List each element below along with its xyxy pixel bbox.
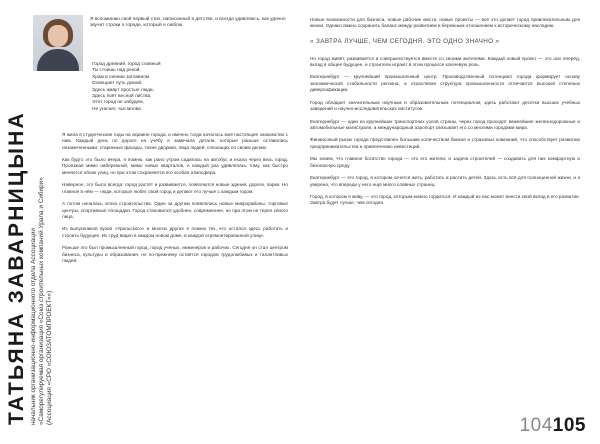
author-title-line-1: начальник организационно-информационного отдела Ассоциации xyxy=(30,228,37,425)
paragraph: А потом началась эпоха строительства. Один за другим появлялись новые микрорайоны, торговые центры, спортивные площадки. Город становился удобнее, современнее, но при этом не терял своего лица. xyxy=(62,201,288,219)
poem-line: Здесь живут простые люди, xyxy=(92,87,154,93)
right-column xyxy=(310,17,580,213)
photo-body-shape xyxy=(37,49,79,71)
author-title-line-3: (Ассоциация «СРО «СОЮЗАТОМПРОЕКТ»») xyxy=(46,290,53,425)
pull-quote: « ЗАВТРА ЛУЧШЕ, ЧЕМ СЕГОДНЯ. ЭТО ОДНО ЗНАЧНО » xyxy=(310,37,500,45)
intro-text: Я вспоминаю свой первый стих, написанный в детстве, и всегда удивляюсь, как удачно звучат строки о городе, который я люблю. xyxy=(90,17,286,29)
paragraph: Как будто это было вчера, я помню, как рано утром садилась на автобус и ехала через весь город. Проезжая мимо набережной, мимо новых кварталов, я каждый раз удивлялась тому, как быстро меняется облик улиц, но при этом сохраняется его особая атмосфера. xyxy=(62,157,288,175)
poem-line: Храм в сиянии заглавном xyxy=(92,74,150,80)
paragraph: Но город живёт, развивается и совершенствуется вместе со своими жителями. Каждый новый проект — это шаг вперёд, вклад в общее будущее, и строители играют в этом процессе ключевую роль. xyxy=(310,55,580,67)
paragraph: Екатеринбург — один из крупнейших транспортных узлов страны, через город проходят важнейшие железнодорожные и автомобильные магистрали, а международный аэропорт связывает его со многими городами мира. xyxy=(310,118,580,130)
photo-face-shape xyxy=(48,25,68,47)
poem-line: Освещает путь домой. xyxy=(92,81,143,87)
poem-line: Ты стоишь над рекой, xyxy=(92,68,141,74)
page-numbers xyxy=(520,416,586,436)
paragraph: Мы знаем, что главное богатство города — это его жители, и задача строителей — создавать для них комфортную и безопасную среду. xyxy=(310,156,580,168)
poem-line: Этот город не забудем, xyxy=(92,100,144,106)
paragraph: Из выпускников вузов «Уральского» и многих других я помню тех, кто остался здесь работать и строить будущее. Их труд виден в каждом новом доме, в каждой отремонтированной улице. xyxy=(62,226,288,238)
author-photo xyxy=(33,15,83,71)
paragraph: Наверное, это было всегда: город растёт и развивается, появляются новые здания, дороги, парки. Но главное в нём — люди, которые любят свой город и делают его лучше с каждым годом. xyxy=(62,182,288,194)
paragraph: Город, в котором я живу, — это город, которым можно гордиться. И каждый из нас может внести свой вклад в его развитие. Завтра будет лучше, чем сегодня. xyxy=(310,194,580,206)
poem xyxy=(92,62,242,113)
author-title-line-2: «Саморегулируемая организация «Союз строительных компаний Урала и Сибири» xyxy=(38,177,45,425)
author-name: ТАТЬЯНА ЗАВАРНИЦЫНА xyxy=(5,111,28,425)
paragraph: Финансовый рынок города представлен большим количеством банков и страховых компаний, что способствует развитию предпринимательства и привлечению инвестиций. xyxy=(310,137,580,149)
page-number-left: 104 xyxy=(519,415,553,436)
poem-line: Здесь поёт весной листва, xyxy=(92,94,152,100)
paragraph: Я жила в студенческие годы на окраине города, и именно тогда началось моё настоящее знакомство с ним. Каждый день по дороге на учёбу я замечала детали, которые раньше оставались незамеченными: старинные фасады, тихие дворики, лица людей, спешащих по своим делам. xyxy=(62,132,288,150)
page-number-right: 105 xyxy=(552,415,586,436)
left-column xyxy=(62,132,288,271)
paragraph: Новые возможности для бизнеса, новые рабочие места, новые проекты — всё это делает город привлекательным для жизни. Однако важно сохранить баланс между развитием и бережным отношением к историческому наследию. xyxy=(310,17,580,29)
paragraph: Город обладает значительным научным и образовательным потенциалом, здесь работают десятки высших учебных заведений и научно-исследовательских институтов. xyxy=(310,99,580,111)
poem-line: Город древний, город славный xyxy=(92,62,161,67)
paragraph: Екатеринбург — это город, в котором хочется жить, работать и растить детей. Здесь есть всё для полноценной жизни, и я уверена, что впереди у него ещё много славных страниц. xyxy=(310,175,580,187)
paragraph: Раньше это был промышленный город, город учёных, инженеров и рабочих. Сегодня он стал центром бизнеса, культуры и образования, но по-прежнему остаётся городом трудолюбивых и талантливых людей. xyxy=(62,245,288,263)
poem-line: Не угаснет, чья молва xyxy=(92,106,141,112)
author-name-vertical xyxy=(6,95,28,425)
paragraph: Екатеринбург — крупнейший промышленный центр. Производственный потенциал города формирует основу экономической стабильности региона, а отраслевая структура промышленности отличается высокой степенью диверсификации. xyxy=(310,74,580,93)
author-title-vertical xyxy=(30,95,56,425)
